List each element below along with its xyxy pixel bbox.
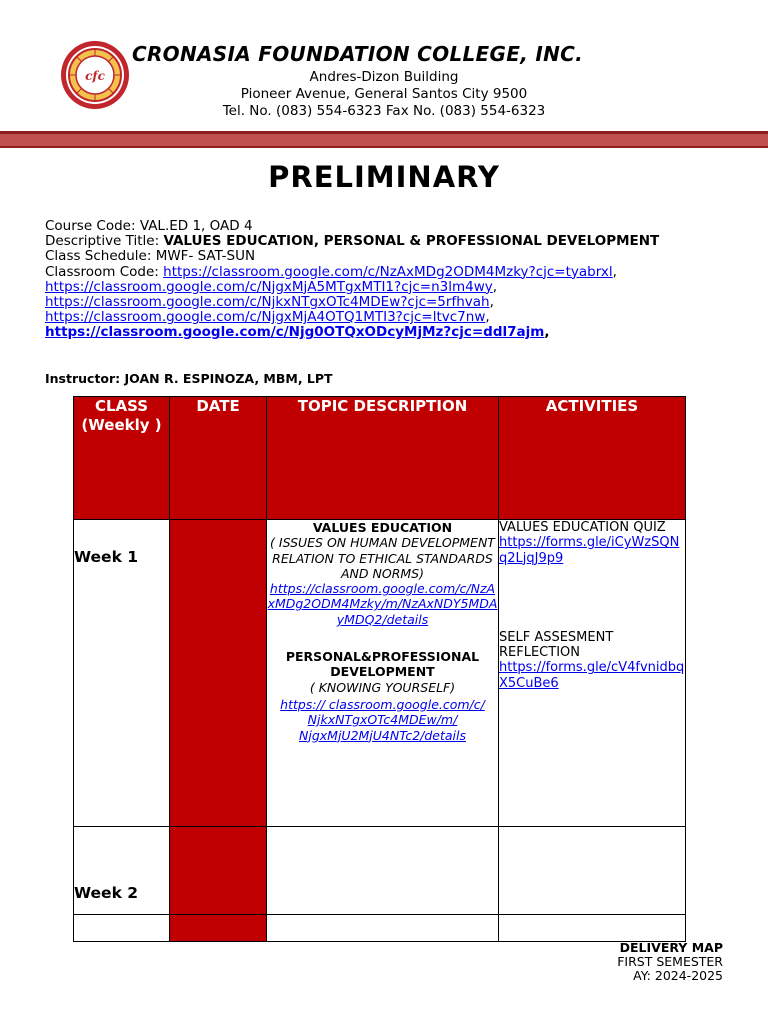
table-header-row: [74, 397, 686, 520]
table-row: [74, 520, 686, 827]
schedule-line: Class Schedule: MWF- SAT-SUN: [45, 248, 256, 265]
classroom-link[interactable]: https://classroom.google.com/c/NjkxNTgxOTc4MDEw?cjc=5rfhvah: [45, 294, 490, 311]
classroom-link[interactable]: https://classroom.google.com/c/NjgxMjA5MTgxMTI1?cjc=n3lm4wy: [45, 278, 493, 295]
topic-cell: [267, 520, 499, 827]
delivery-map-table: [73, 396, 686, 942]
header-band-bottom: [0, 146, 768, 148]
topic-subtitle: ( ISSUES ON HUMAN DEVELOPMENT RELATION TO ETHICAL STANDARDS AND NORMS): [270, 535, 495, 581]
instructor-name: JOAN R. ESPINOZA, MBM, LPT: [124, 371, 333, 386]
college-logo: [60, 40, 130, 110]
activity-link[interactable]: https://forms.gle/iCyWzSQNq2LjqJ9p9: [499, 535, 680, 566]
topic-link[interactable]: https://classroom.google.com/c/NzAxMDg2ODM4Mzky/m/NzAxNDY5MDAyMDQ2/details: [267, 581, 498, 627]
header-activities: ACTIVITIES: [499, 397, 686, 520]
course-code: VAL.ED 1, OAD 4: [139, 218, 253, 234]
course-info: Course Code: VAL.ED 1, OAD 4 Descriptive Title: VALUES EDUCATION, PERSONAL & PROFESSIONAL DEVELOPMENT Class Schedule: MWF- SAT-SUN Classroom Code: https://classroom.google.com/c/NzAxMDg2ODM4Mzky?cjc=tyabrxl, https://classroom.google.com/c/NjgxMjA5MTgxMTI1?cjc=n3lm4wy, https://classroom.google.com/c/NjkxNTgxOTc4MDEw?cjc=5rfhvah, https://classroom.google.com/c/NjgxMjA4OTQ1MTI3?cjc=ltvc7nw, https://classroom.google.com/c/Njg0OTQxODcyMjMz?cjc=ddl7ajm,: [45, 219, 725, 341]
footer: [617, 941, 723, 984]
page-title: PRELIMINARY: [268, 160, 500, 194]
topic-title: PERSONAL&PROFESSIONAL DEVELOPMENT: [285, 649, 480, 680]
header-date: DATE: [170, 397, 267, 520]
classroom-link[interactable]: https://classroom.google.com/c/NjgxMjA4OTQ1MTI3?cjc=ltvc7nw: [45, 309, 486, 326]
activities-cell: [499, 520, 686, 827]
table-row: [74, 827, 686, 915]
activity-link[interactable]: https://forms.gle/cV4fvnidbqX5CuBe6: [499, 660, 685, 691]
topic-subtitle: ( KNOWING YOURSELF): [309, 679, 456, 695]
address-line-1: Andres-Dizon Building: [309, 69, 459, 85]
date-cell: [170, 915, 267, 942]
week-1-label: Week 1: [74, 520, 170, 827]
activity-title: SELF ASSESMENT REFLECTION: [499, 629, 614, 661]
classroom-link[interactable]: https://classroom.google.com/c/Njg0OTQxODcyMjMz?cjc=ddl7ajm: [45, 324, 545, 341]
date-cell: [170, 827, 267, 915]
footer-title: DELIVERY MAP: [619, 940, 723, 955]
logo-text: cfc: [85, 69, 105, 83]
table-row: [74, 915, 686, 942]
activity-title: VALUES EDUCATION QUIZ: [499, 520, 666, 535]
week-2-label: Week 2: [74, 827, 170, 915]
descriptive-title: VALUES EDUCATION, PERSONAL & PROFESSIONAL DEVELOPMENT: [163, 233, 660, 250]
topic-cell: [267, 827, 499, 915]
topic-link[interactable]: https:// classroom.google.com/c/ NjkxNTgxOTc4MDEw/m/ NjgxMjU2MjU4NTc2/details: [280, 696, 485, 743]
topic-title: VALUES EDUCATION: [312, 520, 453, 535]
class-cell: [74, 915, 170, 942]
instructor-line: Instructor: JOAN R. ESPINOZA, MBM, LPT: [45, 371, 333, 386]
class-schedule: MWF- SAT-SUN: [155, 248, 256, 265]
college-name: CRONASIA FOUNDATION COLLEGE, INC.: [132, 42, 584, 66]
contact-line: Tel. No. (083) 554-6323 Fax No. (083) 554-6323: [222, 103, 546, 119]
activities-cell: [499, 915, 686, 942]
activities-cell: [499, 827, 686, 915]
header-topic-description: TOPIC DESCRIPTION: [267, 397, 499, 520]
header-band: [0, 134, 768, 146]
topic-cell: [267, 915, 499, 942]
date-cell: [170, 520, 267, 827]
footer-academic-year: AY: 2024-2025: [633, 968, 723, 984]
classroom-line: Classroom Code: https://classroom.google.com/c/NzAxMDg2ODM4Mzky?cjc=tyabrxl,: [45, 263, 617, 280]
course-code-line: Course Code: VAL.ED 1, OAD 4: [45, 218, 253, 234]
footer-semester: FIRST SEMESTER: [617, 954, 723, 970]
address-line-2: Pioneer Avenue, General Santos City 9500: [240, 86, 528, 102]
header-class: CLASS (Weekly ): [74, 397, 170, 520]
classroom-link[interactable]: https://classroom.google.com/c/NzAxMDg2ODM4Mzky?cjc=tyabrxl: [163, 263, 613, 280]
descriptive-title-line: Descriptive Title: VALUES EDUCATION, PERSONAL & PROFESSIONAL DEVELOPMENT: [45, 233, 660, 250]
